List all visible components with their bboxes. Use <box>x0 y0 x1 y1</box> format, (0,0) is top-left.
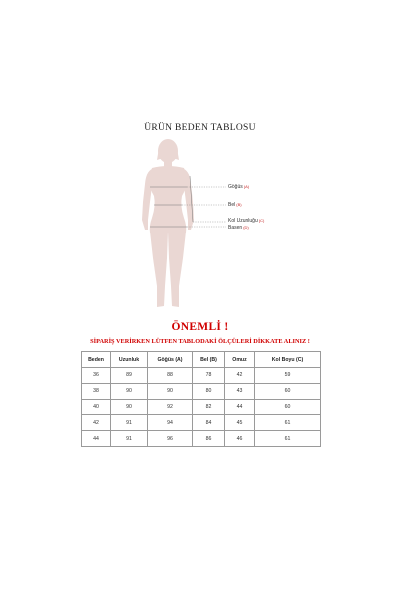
table-cell: 86 <box>193 431 225 447</box>
table-cell: 45 <box>225 415 255 431</box>
table-cell: 89 <box>111 368 148 384</box>
table-cell: 61 <box>255 431 321 447</box>
table-cell: 59 <box>255 368 321 384</box>
table-cell: 90 <box>111 383 148 399</box>
header-cell: Beden <box>82 352 111 368</box>
table-row <box>82 415 321 431</box>
table-cell: 36 <box>82 368 111 384</box>
measure-label-hip: Basen(D) <box>228 225 249 231</box>
table-row <box>82 368 321 384</box>
body-silhouette-icon <box>130 138 270 313</box>
table-cell: 46 <box>225 431 255 447</box>
header-cell: Göğüs (A) <box>148 352 193 368</box>
table-cell: 78 <box>193 368 225 384</box>
table-cell: 91 <box>111 415 148 431</box>
table-header-row <box>82 352 321 368</box>
warning-title: ÖNEMLİ ! <box>171 321 229 333</box>
size-table <box>81 351 321 447</box>
table-cell: 44 <box>225 399 255 415</box>
table-cell: 90 <box>111 399 148 415</box>
table-cell: 96 <box>148 431 193 447</box>
header-cell: Uzunluk <box>111 352 148 368</box>
body-silhouette-diagram <box>130 138 270 313</box>
table-cell: 90 <box>148 383 193 399</box>
table-cell: 43 <box>225 383 255 399</box>
measure-label-chest: Göğüs(A) <box>228 184 250 190</box>
table-cell: 91 <box>111 431 148 447</box>
table-cell: 42 <box>225 368 255 384</box>
header-cell: Omuz <box>225 352 255 368</box>
table-cell: 40 <box>82 399 111 415</box>
table-cell: 82 <box>193 399 225 415</box>
table-row <box>82 431 321 447</box>
table-cell: 84 <box>193 415 225 431</box>
table-cell: 44 <box>82 431 111 447</box>
table-cell: 60 <box>255 383 321 399</box>
table-cell: 94 <box>148 415 193 431</box>
table-row <box>82 383 321 399</box>
table-cell: 38 <box>82 383 111 399</box>
table-cell: 61 <box>255 415 321 431</box>
table-cell: 60 <box>255 399 321 415</box>
table-row <box>82 399 321 415</box>
table-cell: 42 <box>82 415 111 431</box>
page-title: ÜRÜN BEDEN TABLOSU <box>144 123 256 133</box>
measure-label-arm-length: Kol Uzunluğu(C) <box>228 218 265 224</box>
warning-subtitle: SİPARİŞ VERİRKEN LÜTFEN TABLODAKİ ÖLÇÜLERİ DİKKATE ALINIZ ! <box>90 338 310 345</box>
table-cell: 88 <box>148 368 193 384</box>
header-cell: Bel (B) <box>193 352 225 368</box>
header-cell: Kol Boyu (C) <box>255 352 321 368</box>
table-cell: 80 <box>193 383 225 399</box>
measure-label-waist: Bel(B) <box>228 202 242 208</box>
table-cell: 92 <box>148 399 193 415</box>
